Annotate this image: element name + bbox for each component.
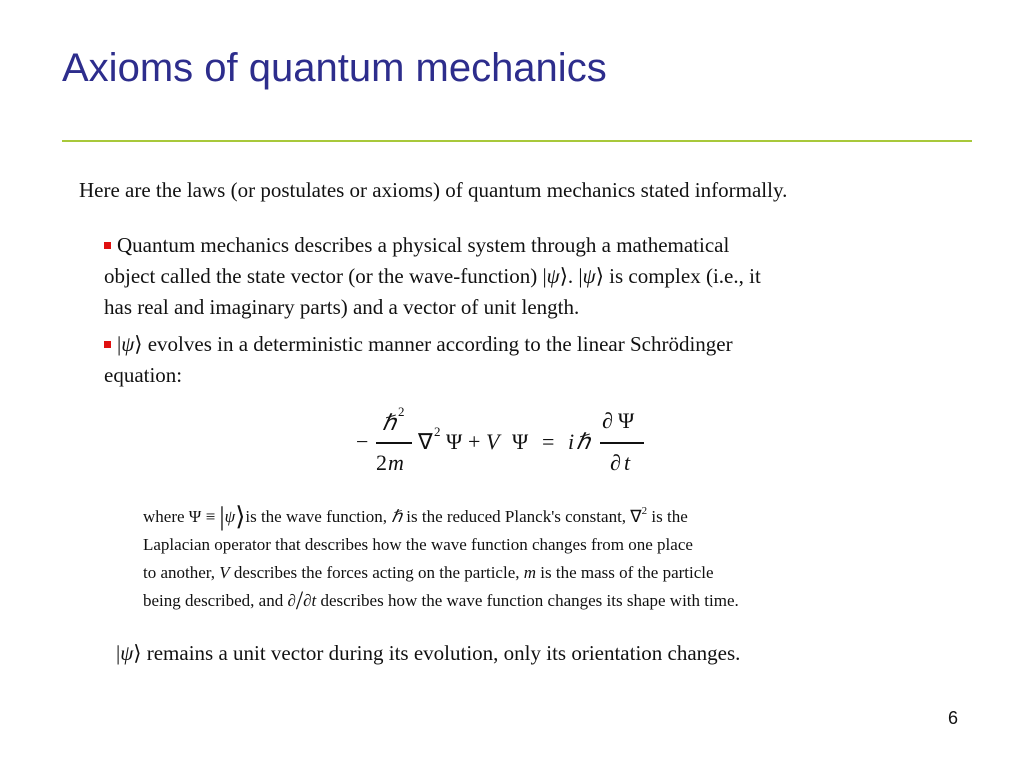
ket-close: ⟩ bbox=[595, 264, 604, 288]
nabla-symbol: ∇ bbox=[630, 507, 642, 526]
title-underline bbox=[62, 140, 972, 142]
psi-symbol: ψ bbox=[582, 264, 596, 288]
potential-symbol: V bbox=[219, 563, 230, 582]
bullet-1-line-1: Quantum mechanics describes a physical system through a mathematical bbox=[117, 233, 730, 257]
psi-capital-symbol: Ψ bbox=[188, 507, 202, 526]
explanation-line-4: being described, and ∂/∂t describes how the wave function changes its shape with time. bbox=[143, 586, 739, 615]
mass-symbol: m bbox=[523, 563, 537, 582]
eq-t: t bbox=[624, 450, 631, 475]
page-number: 6 bbox=[948, 708, 959, 728]
schrodinger-equation bbox=[356, 404, 676, 484]
bullet-marker-icon bbox=[104, 341, 111, 348]
psi-symbol: ψ bbox=[224, 507, 236, 526]
eq-i: i bbox=[568, 429, 575, 454]
eq-partial-bottom: ∂ bbox=[610, 450, 621, 475]
bullet-state-vector bbox=[104, 230, 924, 323]
ket-close: ⟩ bbox=[133, 641, 142, 665]
bullet-2-line-2: equation: bbox=[104, 363, 183, 387]
psi-symbol: ψ bbox=[120, 641, 134, 665]
psi-symbol: ψ bbox=[121, 332, 135, 356]
hbar-symbol: ℏ bbox=[391, 507, 403, 526]
closing-text: remains a unit vector during its evolution, only its orientation changes. bbox=[141, 641, 741, 665]
eq-hbar-right: ℏ bbox=[576, 429, 590, 454]
bullet-1-line-3: has real and imaginary parts) and a vector of unit length. bbox=[104, 295, 580, 319]
eq-psi-top: Ψ bbox=[618, 408, 635, 433]
eq-hbar-numerator: ℏ bbox=[382, 410, 396, 435]
bullet-1-line-2c: is complex (i.e., it bbox=[603, 264, 761, 288]
explanation-line-1: where Ψ ≡ |ψ⟩is the wave function, ℏ is the reduced Planck's constant, ∇$^2$ is the bbox=[143, 502, 688, 531]
ket-open: | bbox=[116, 641, 121, 665]
closing-statement bbox=[116, 641, 740, 666]
explanation-line-3: to another, V describes the forces acting on the particle, m is the mass of the particle bbox=[143, 563, 714, 582]
eq-m: m bbox=[388, 450, 404, 475]
eq-potential: V bbox=[486, 429, 500, 454]
bullet-2-line-1: evolves in a deterministic manner according to the linear Schrödinger bbox=[142, 332, 733, 356]
explanation-line-2: Laplacian operator that describes how the wave function changes from one place bbox=[143, 535, 693, 554]
eq-equals: = bbox=[542, 429, 555, 454]
eq-fraction-bar-left bbox=[376, 442, 412, 444]
intro-text: Here are the laws (or postulates or axioms) of quantum mechanics stated informally. bbox=[79, 178, 788, 202]
ket-close: ⟩ bbox=[134, 332, 143, 356]
eq-minus: − bbox=[356, 429, 369, 454]
ket-close: ⟩ bbox=[235, 502, 246, 531]
eq-partial-top: ∂ bbox=[602, 408, 613, 433]
eq-psi-1: Ψ bbox=[446, 429, 463, 454]
bullet-1-line-2a: object called the state vector (or the wave-function) | bbox=[104, 264, 547, 288]
bullet-1-line-2b: . | bbox=[567, 264, 583, 288]
eq-fraction-bar-right bbox=[600, 442, 644, 444]
eq-psi-2: Ψ bbox=[512, 429, 529, 454]
ket-open: | bbox=[117, 332, 122, 356]
psi-symbol: ψ bbox=[546, 264, 560, 288]
bullet-marker-icon bbox=[104, 242, 111, 249]
eq-two: 2 bbox=[376, 450, 387, 475]
bullet-evolution bbox=[104, 329, 924, 391]
eq-nabla: ∇ bbox=[418, 429, 433, 454]
equation-explanation bbox=[143, 497, 923, 615]
eq-hbar-exponent: 2 bbox=[398, 404, 405, 419]
eq-nabla-exponent: 2 bbox=[434, 424, 441, 439]
ket-bar: | bbox=[219, 502, 225, 531]
eq-plus: + bbox=[468, 429, 481, 454]
slide-title: Axioms of quantum mechanics bbox=[62, 46, 607, 90]
ket-close: ⟩ bbox=[559, 264, 568, 288]
partial-t-symbol: ∂t bbox=[303, 591, 317, 610]
partial-symbol: ∂ bbox=[287, 591, 296, 610]
